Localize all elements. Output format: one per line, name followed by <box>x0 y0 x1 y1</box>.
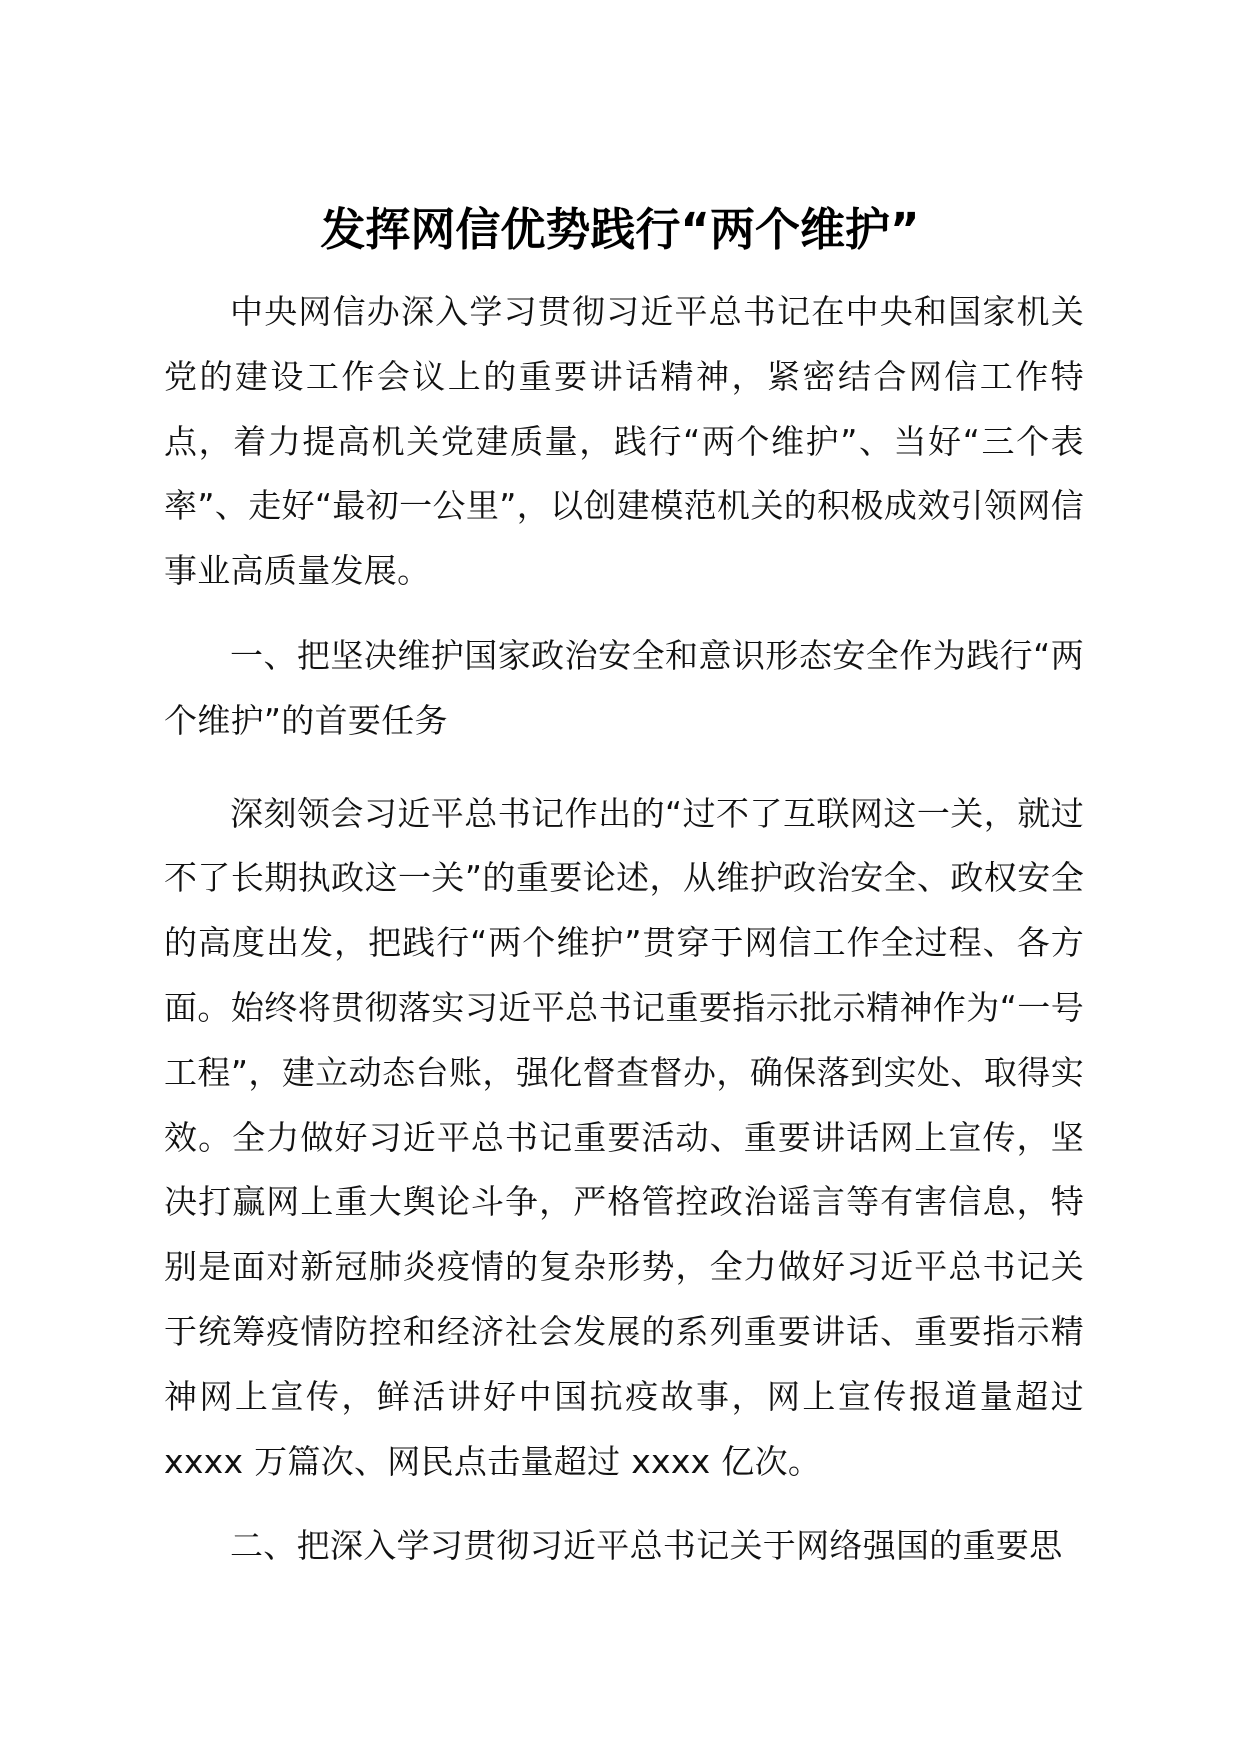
section-heading-1: 一、把坚决维护国家政治安全和意识形态安全作为践行“两个维护”的首要任务 <box>164 635 1084 740</box>
intro-paragraph: 中央网信办深入学习贯彻习近平总书记在中央和国家机关党的建设工作会议上的重要讲话精神，紧密结合网信工作特点，着力提高机关党建质量，践行“两个维护”、当好“三个表率”、走好“最初一公里”，以创建模范机关的积极成效引领网信事业高质量发展。 <box>164 292 1084 591</box>
document-body <box>164 280 1084 1607</box>
section-heading-2: 二、把深入学习贯彻习近平总书记关于网络强国的重要思 <box>230 1526 1063 1566</box>
document-title: 发挥网信优势践行“两个维护” <box>320 203 920 256</box>
section-1-paragraph: 深刻领会习近平总书记作出的“过不了互联网这一关，就过不了长期执政这一关”的重要论述，从维护政治安全、政权安全的高度出发，把践行“两个维护”贯穿于网信工作全过程、各方面。始终将贯彻落实习近平总书记重要指示批示精神作为“一号工程”，建立动态台账，强化督查督办，确保落到实处、取得实效。全力做好习近平总书记重要活动、重要讲话网上宣传，坚决打赢网上重大舆论斗争，严格管控政治谣言等有害信息，特别是面对新冠肺炎疫情的复杂形势，全力做好习近平总书记关于统筹疫情防控和经济社会发展的系列重要讲话、重要指示精神网上宣传，鲜活讲好中国抗疫故事，网上宣传报道量超过 xxxx 万篇次、网民点击量超过 xxxx 亿次。 <box>164 793 1084 1481</box>
